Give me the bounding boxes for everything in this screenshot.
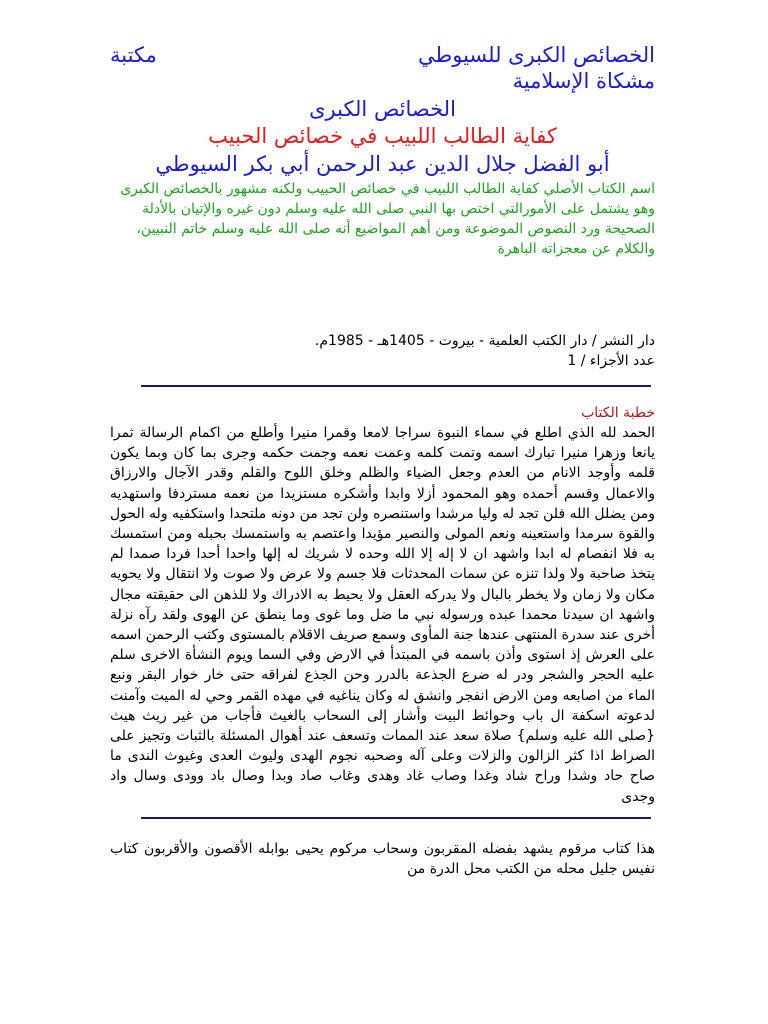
header-title-line2: مشكاة الإسلامية: [512, 69, 655, 93]
section-title: خطبة الكتاب: [581, 405, 655, 421]
book-author: أبو الفضل جلال الدين عبد الرحمن أبي بكر السيوطي: [155, 152, 610, 176]
book-summary: اسم الكتاب الأصلي كفاية الطالب اللبيب في خصائص الحبيب ولكنه مشهور بالخصائص الكبرى وهو يشتمل على الأمورالتي اختص بها النبي صلى الله عليه وسلم دون غيره والإتيان بالأدلة الصحيحة ورد النصوص الموضوعة ومن أهم المواضيع أنه صلى الله عليه وسلم خاتم النبيين، والكلام عن معجزاته الباهرة: [120, 181, 655, 257]
header-title-part1: الخصائص الكبرى للسيوطي: [418, 43, 655, 67]
volumes-line: عدد الأجزاء / 1: [567, 353, 655, 369]
publisher-block: [110, 331, 655, 371]
section-body: الحمد لله الذي اطلع في سماء النبوة سراجا لامعا وقمرا منيرا وأطلع من اكمام الرسالة ثمرا يانعا وزهرا منيرا تبارك اسمه وتمت كلمه وعمت نعمه وجمت حكمه وجرى بما كان وبما يكون قلمه وأوجد الانام من العدم وجعل الضياء والظلم وخلق اللوح والقلم وقدر الآجال والارزاق والاعمال وقسم أحمده وهو المحمود أزلا وابدا وأشكره مستزيدا من نعمه مستردفا واستهديه ومن يضلل الله فلن تجد له وليا مرشدا واستنصره ولن تجد من دونه ملتحدا واستكفيه وله الحول والقوة سرمدا واستعينه ونعم المولى والنصير مؤيدا واعتصم به واستمسك بحبله ومن استمسك به فلا انفصام له ابدا واشهد ان لا إله إلا الله وحده لا شريك له إلها واحدا أحدا فردا صمدا لم يتخذ صاحبة ولا ولدا تنزه عن سمات المحدثات فلا جسم ولا عرض ولا صوت ولا انتقال ولا يحويه مكان ولا زمان ولا يخطر بالبال ولا يدركه العقل ولا يحيط به الادراك ولا للذهن الى حقيقته مجال واشهد ان سيدنا محمدا عبده ورسوله نبي ما ضل وما غوى وما ينطق عن الهوى ولقد رآه نزلة أخرى عند سدرة المنتهى عندها جنة المأوى وسمع صريف الاقلام بالمستوى وكتب الرحمن اسمه على العرش إذ استوى وأذن باسمه في المبتدأ في الارض وفي السما ويوم النشأة الاخرى سلم عليه الحجر والشجر ودر له ضرع الجذعة بالدرر وحن الجذع لفراقه حتى خار خوار البقر ونبع الماء من اصابعه ومن الارض انفجر وانشق له وكان يناغيه في مهده القمر وحي له الميت وآمنت لدعوته اسكفة ال باب وحوائط البيت وأشار إلى السحاب بالغيث فأجاب من غير ريث هيث {صلى الله عليه وسلم} صلاة سعد عند الممات وتسعف عند أهوال المسئلة بالثبات وتجيز على الصراط اذا كثر الزالون والزلات وعلى آله وصحبه نجوم الهدى وليوث العدى وغيوث الندى ما صاح حاد وشدا وراح شاد وغدا وصاب غاد وهدى وغاب صاد وبدا وصال باد وودى وسال واد وجدى: [110, 425, 655, 805]
publisher-line: دار النشر / دار الكتب العلمية - بيروت - 1405هـ - 1985م.: [314, 333, 655, 349]
header-title-part2: مكتبة: [110, 43, 157, 67]
header-row: [110, 42, 655, 68]
book-subtitle: كفاية الطالب اللبيب في خصائص الحبيب: [208, 124, 557, 148]
tail-paragraph: هذا كتاب مرقوم يشهد بفضله المقربون وسحاب مركوم يحيى بوابله الأقصون والأقربون كتاب نفيس جليل محله من الكتب محل الدرة من: [110, 840, 655, 877]
book-title: الخصائص الكبرى: [309, 97, 456, 121]
document-page: [110, 42, 655, 879]
separator-top: [141, 385, 651, 387]
separator-bottom: [141, 817, 651, 819]
